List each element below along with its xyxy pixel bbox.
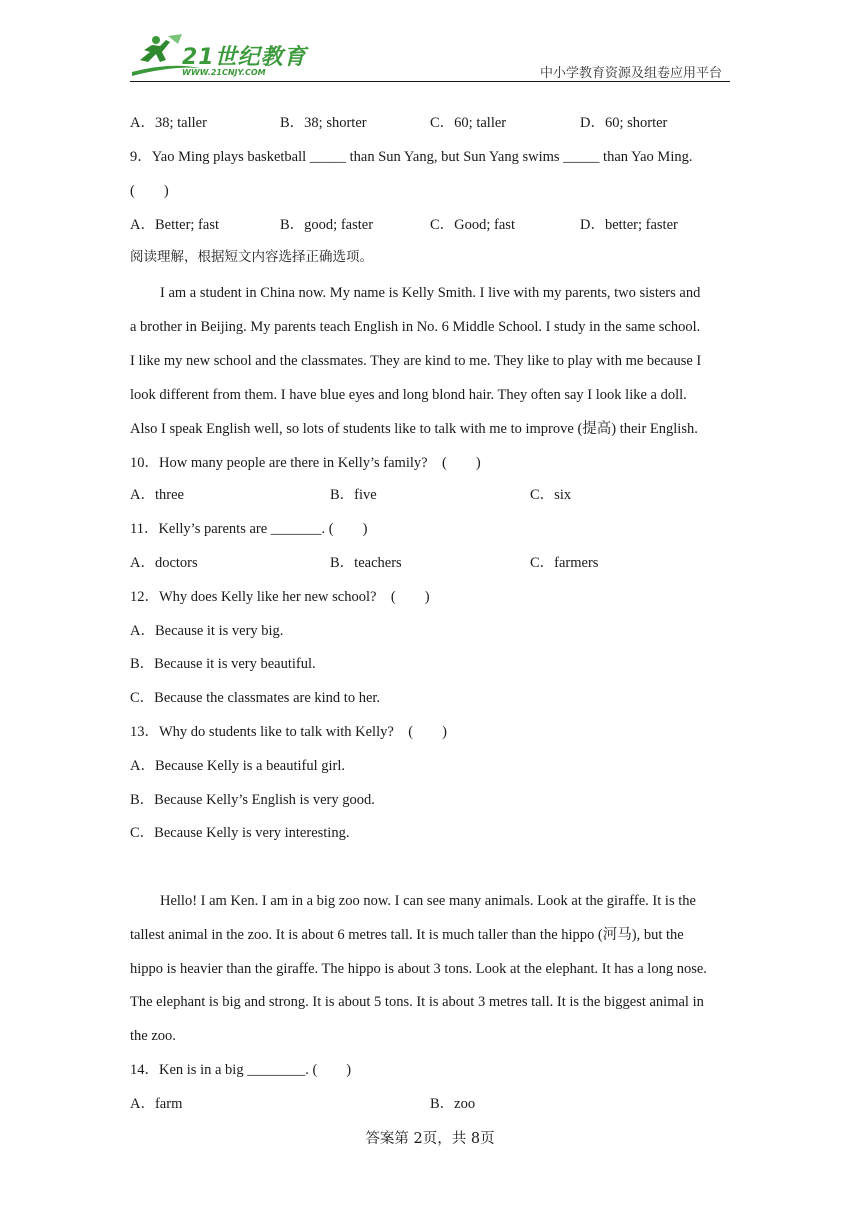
reading-instruction: 阅读理解，根据短文内容选择正确选项。: [130, 249, 373, 265]
q9-option-c: C．Good; fast: [430, 217, 515, 233]
q11-stem: 11．Kelly’s parents are _______. ( ): [130, 521, 368, 537]
q11-option-c: C．farmers: [530, 555, 599, 571]
q12-option-c: C．Because the classmates are kind to her.: [130, 690, 381, 706]
q13-option-c: C．Because Kelly is very interesting.: [130, 825, 350, 841]
passage2-line: The elephant is big and strong. It is about 5 tons. It is about 3 metres tall. It is the biggest animal in: [130, 994, 704, 1010]
q13-option-b: B．Because Kelly’s English is very good.: [130, 792, 375, 808]
q14-option-a: A．farm: [130, 1096, 183, 1112]
passage1-line: look different from them. I have blue eyes and long blond hair. They often say I look like a doll.: [130, 387, 687, 403]
q9-option-b: B．good; faster: [280, 217, 374, 233]
q8-option-b: B．38; shorter: [280, 115, 367, 131]
page-header: [130, 28, 730, 82]
q14-option-b: B．zoo: [430, 1096, 476, 1112]
passage2-line: tallest animal in the zoo. It is about 6 metres tall. It is much taller than the hippo (河马), but the: [130, 927, 684, 943]
passage1-line: I like my new school and the classmates. They are kind to me. They like to play with me because I: [130, 353, 702, 369]
q8-option-d: D．60; shorter: [580, 115, 668, 131]
page-footer: 答案第 2页，共 8页: [365, 1131, 495, 1147]
q9-option-a: A．Better; fast: [130, 217, 219, 233]
q9-option-d: D．better; faster: [580, 217, 678, 233]
q13-stem: 13．Why do students like to talk with Kelly? ( ): [130, 724, 447, 740]
q10-option-a: A．three: [130, 487, 184, 503]
q13-option-a: A．Because Kelly is a beautiful girl.: [130, 758, 346, 774]
q9-bracket: ( ): [130, 183, 169, 199]
passage1-line: I am a student in China now. My name is Kelly Smith. I live with my parents, two sisters and: [160, 285, 701, 301]
passage1-line: Also I speak English well, so lots of students like to talk with me to improve (提高) their English.: [130, 421, 698, 437]
header-platform-text: 中小学教育资源及组卷应用平台: [539, 66, 722, 81]
q12-option-b: B．Because it is very beautiful.: [130, 656, 316, 672]
q9-stem: 9．Yao Ming plays basketball _____ than Sun Yang, but Sun Yang swims _____ than Yao Ming.: [130, 149, 693, 165]
q12-stem: 12．Why does Kelly like her new school? ( ): [130, 589, 430, 605]
header-divider: [130, 81, 730, 83]
q11-option-b: B．teachers: [330, 555, 402, 571]
q10-option-b: B．five: [330, 487, 377, 503]
q14-stem: 14．Ken is in a big ________. ( ): [130, 1062, 352, 1078]
passage1-line: a brother in Beijing. My parents teach English in No. 6 Middle School. I study in the same school.: [130, 319, 701, 335]
passage2-line: Hello! I am Ken. I am in a big zoo now. I can see many animals. Look at the giraffe. It is the: [160, 893, 696, 909]
q11-option-a: A．doctors: [130, 555, 198, 571]
passage2-line: the zoo.: [130, 1028, 176, 1044]
passage2-line: hippo is heavier than the giraffe. The hippo is about 3 tons. Look at the elephant. It has a long nose.: [130, 961, 707, 977]
q8-option-a: A．38; taller: [130, 115, 207, 131]
site-logo[interactable]: [130, 32, 320, 78]
q12-option-a: A．Because it is very big.: [130, 623, 284, 639]
logo-text: 21世纪教育: [182, 45, 307, 70]
q8-option-c: C．60; taller: [430, 115, 507, 131]
logo-url: WWW.21CNJY.COM: [182, 68, 266, 77]
q10-option-c: C．six: [530, 487, 572, 503]
q10-stem: 10．How many people are there in Kelly’s family? ( ): [130, 455, 481, 471]
